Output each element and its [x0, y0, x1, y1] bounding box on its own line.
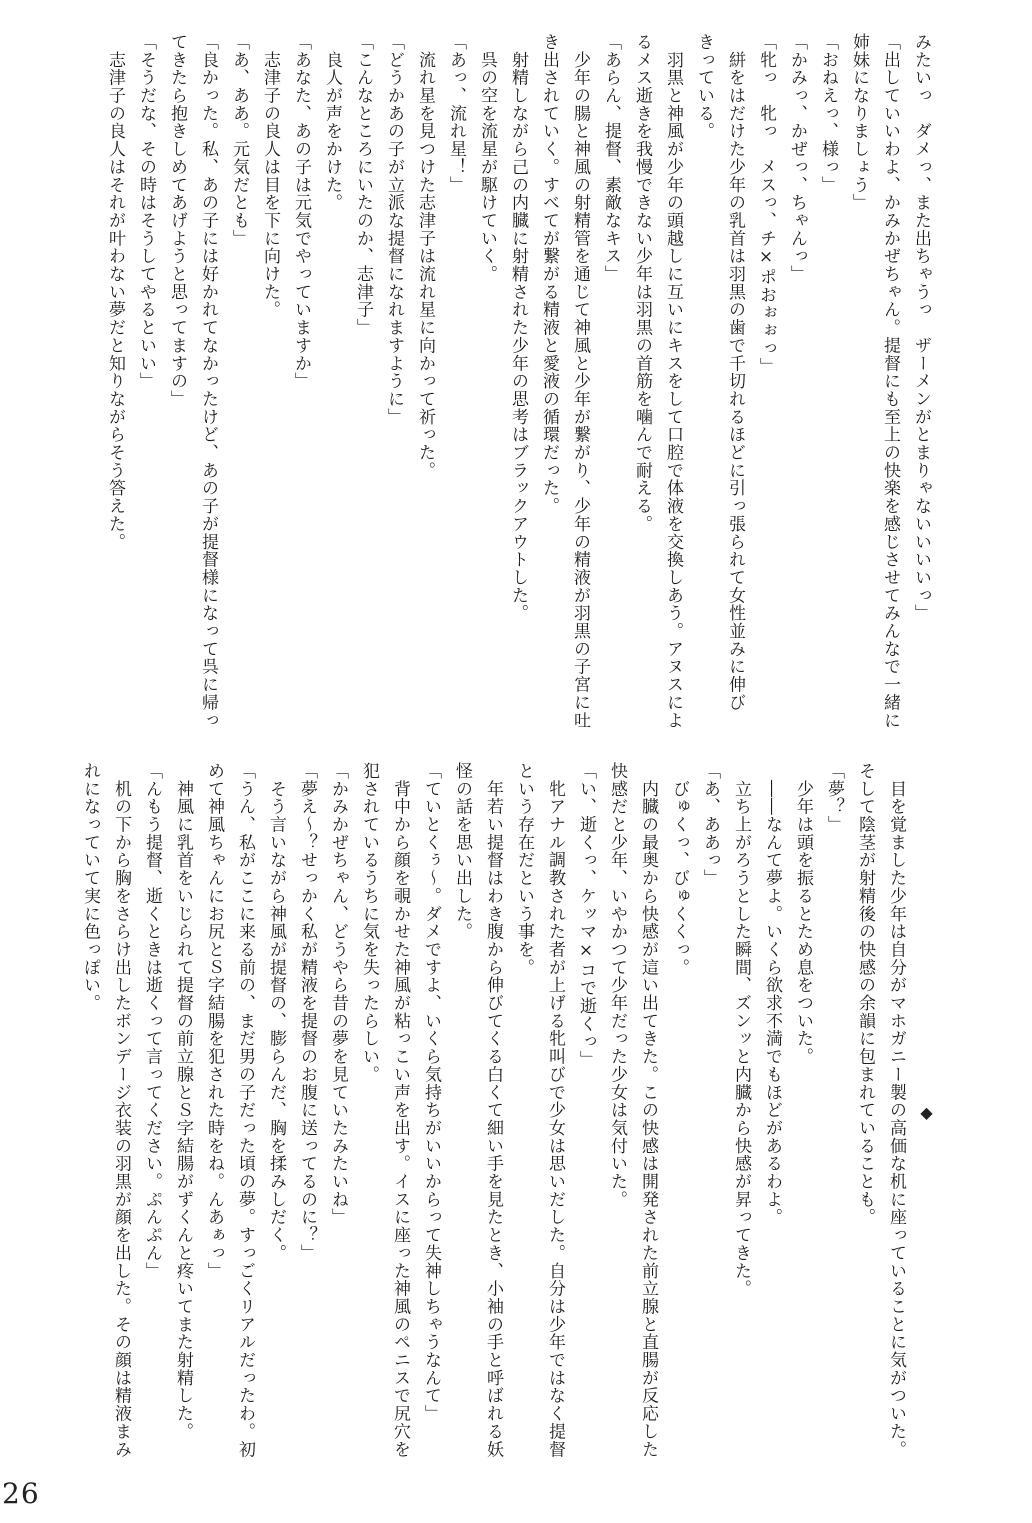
text-line: そう言いながら神風が提督の、膨らんだ、胸を揉みしだく。: [266, 762, 286, 1262]
text-line: き出されていく。すべてが繋がる精液と愛液の循環だった。: [539, 33, 559, 515]
text-line: 呉の空を流星が駆けていく。: [477, 33, 497, 283]
text-line: 「こんなところにいたのか、志津子」: [353, 33, 373, 337]
text-line: 神風に乳首をいじられて提督の前立腺とＳ字結腸がずくんと疼いてまた射精した。: [173, 762, 193, 1441]
text-line: めて神風ちゃんにお尻とＳ字結腸を犯された時をね。んあぁっ」: [204, 762, 224, 1280]
text-line: そして陰茎が射精後の快感の余韻に包まれていることも。: [855, 762, 875, 1227]
text-line: 少年の腸と神風の射精管を通じて神風と少年が繋がり、少年の精液が羽黒の子宮に吐: [570, 33, 590, 730]
text-line: 「あっ、流れ星！」: [446, 33, 466, 194]
text-line: 「良かった。私、あの子には好かれてなかったけど、あの子が提督様になって呉に帰っ: [198, 33, 218, 730]
text-line: 内臓の最奥から快感が這い出てきた。この快感は開発された前立腺と直腸が反応した: [638, 762, 658, 1459]
text-line: 「出していいわよ、かみかぜちゃん。提督にも至上の快楽を感じさせてみんなで一緒に: [880, 33, 900, 730]
text-line: てきたら抱きしめてあげようと思ってますの」: [167, 33, 187, 408]
text-line: 怪の話を思い出した。: [452, 762, 472, 941]
text-line: 「おねえっ、様っ」: [818, 33, 838, 194]
text-line: 「そうだな、その時はそうしてやるといい」: [136, 33, 156, 390]
text-line: 立ち上がろうとした瞬間、ズンッと内臓から快感が昇ってきた。: [731, 762, 751, 1298]
text-line: 「どうかあの子が立派な提督になれますように」: [384, 33, 404, 426]
text-line: 「牝っ 牝っ メスっ、チ×ポおぉぉっ」: [756, 33, 776, 376]
text-line: 机の下から胸をさらけ出したボンデージ衣装の羽黒が顔を出した。その顔は精液まみ: [111, 762, 131, 1459]
text-line: 「あ、ああ。元気だとも」: [229, 33, 249, 248]
text-line: 「ていとくぅ〜。ダメですよ、いくら気持ちがいいからって失神しちゃうなんて」: [421, 762, 441, 1423]
text-line: 「夢？」: [824, 762, 844, 834]
text-line: 目を覚ました少年は自分がマホガニー製の高価な机に座っていることに気がついた。: [886, 762, 906, 1459]
text-line: ――なんて夢よ。いくら欲求不満でもほどがあるわよ。: [762, 762, 782, 1227]
text-line: るメス逝きを我慢できない少年は羽黒の首筋を噛んで耐える。: [632, 33, 652, 533]
text-line: 年若い提督はわき腹から伸びてくる白くて細い手を見たとき、小袖の手と呼ばれる妖: [483, 762, 503, 1459]
text-line: 「夢え〜？せっかく私が精液を提督のお腹に送ってるのに？」: [297, 762, 317, 1262]
text-line: 射精しながら己の内臓に射精された少年の思考はブラックアウトした。: [508, 33, 528, 623]
text-line: 姉妹になりましょう」: [849, 33, 869, 212]
text-line: 快感だと少年、いやかつて少年だった少女は気付いた。: [607, 762, 627, 1209]
text-line: 「んもう提督、逝くときは逝くって言ってください。ぷんぷん」: [142, 762, 162, 1280]
text-line: 志津子の良人は目を下に向けた。: [260, 33, 280, 319]
text-line: きっている。: [694, 33, 714, 141]
text-line: 羽黒と神風が少年の頭越しに互いにキスをして口腔で体液を交換しあう。アヌスによ: [663, 33, 683, 730]
text-line: 犯されているうちに気を失ったらしい。: [359, 762, 379, 1084]
section-divider-icon: ◆: [917, 1103, 936, 1123]
text-line: 牝アナル調教された者が上げる牝叫びで少女は思いだした。自分は少年ではなく提督: [545, 762, 565, 1459]
text-line: びゅくっ、びゅくくっ。: [669, 762, 689, 977]
bottom-text-block: [74, 762, 942, 1464]
text-line: 背中から顔を覗かせた神風が粘っこい声を出す。イスに座った神風のペニスで尻穴を: [390, 762, 410, 1459]
text-line: 良人が声をかけた。: [322, 33, 342, 212]
text-line: 「あらん、提督、素敵なキス」: [601, 33, 621, 283]
text-line: 「あなた、あの子は元気でやっていますか」: [291, 33, 311, 390]
text-line: 「かみっ、かぜっ、ちゃんっ」: [787, 33, 807, 283]
text-line: という存在だという事を。: [514, 762, 534, 977]
page-number: 26: [2, 1477, 40, 1510]
text-line: 流れ星を見つけた志津子は流れ星に向かって祈った。: [415, 33, 435, 480]
text-line: 志津子の良人はそれが叶わない夢だと知りながらそう答えた。: [105, 33, 125, 551]
text-line: れになっていて実に色っぽい。: [80, 762, 100, 1012]
text-line: 少年は頭を振るとため息をついた。: [793, 762, 813, 1066]
text-line: 絣をはだけた少年の乳首は羽黒の歯で千切れるほどに引っ張られて女性並みに伸び: [725, 33, 745, 712]
text-line: 「かみかぜちゃん、どうやら昔の夢を見ていたみたいね」: [328, 762, 348, 1227]
text-line: みたいっ ダメっ、また出ちゃうっ ザーメンがとまりゃないいいいっ」: [911, 33, 931, 623]
text-line: 「い、逝くっ、ケッマ×コで逝くっ」: [576, 762, 596, 1069]
text-line: 「あ、ああっ」: [700, 762, 720, 887]
text-line: 「うん、私がここに来る前の、まだ男の子だった頃の夢。すっごくリアルだったわ。初: [235, 762, 255, 1459]
top-text-block: [99, 33, 936, 735]
